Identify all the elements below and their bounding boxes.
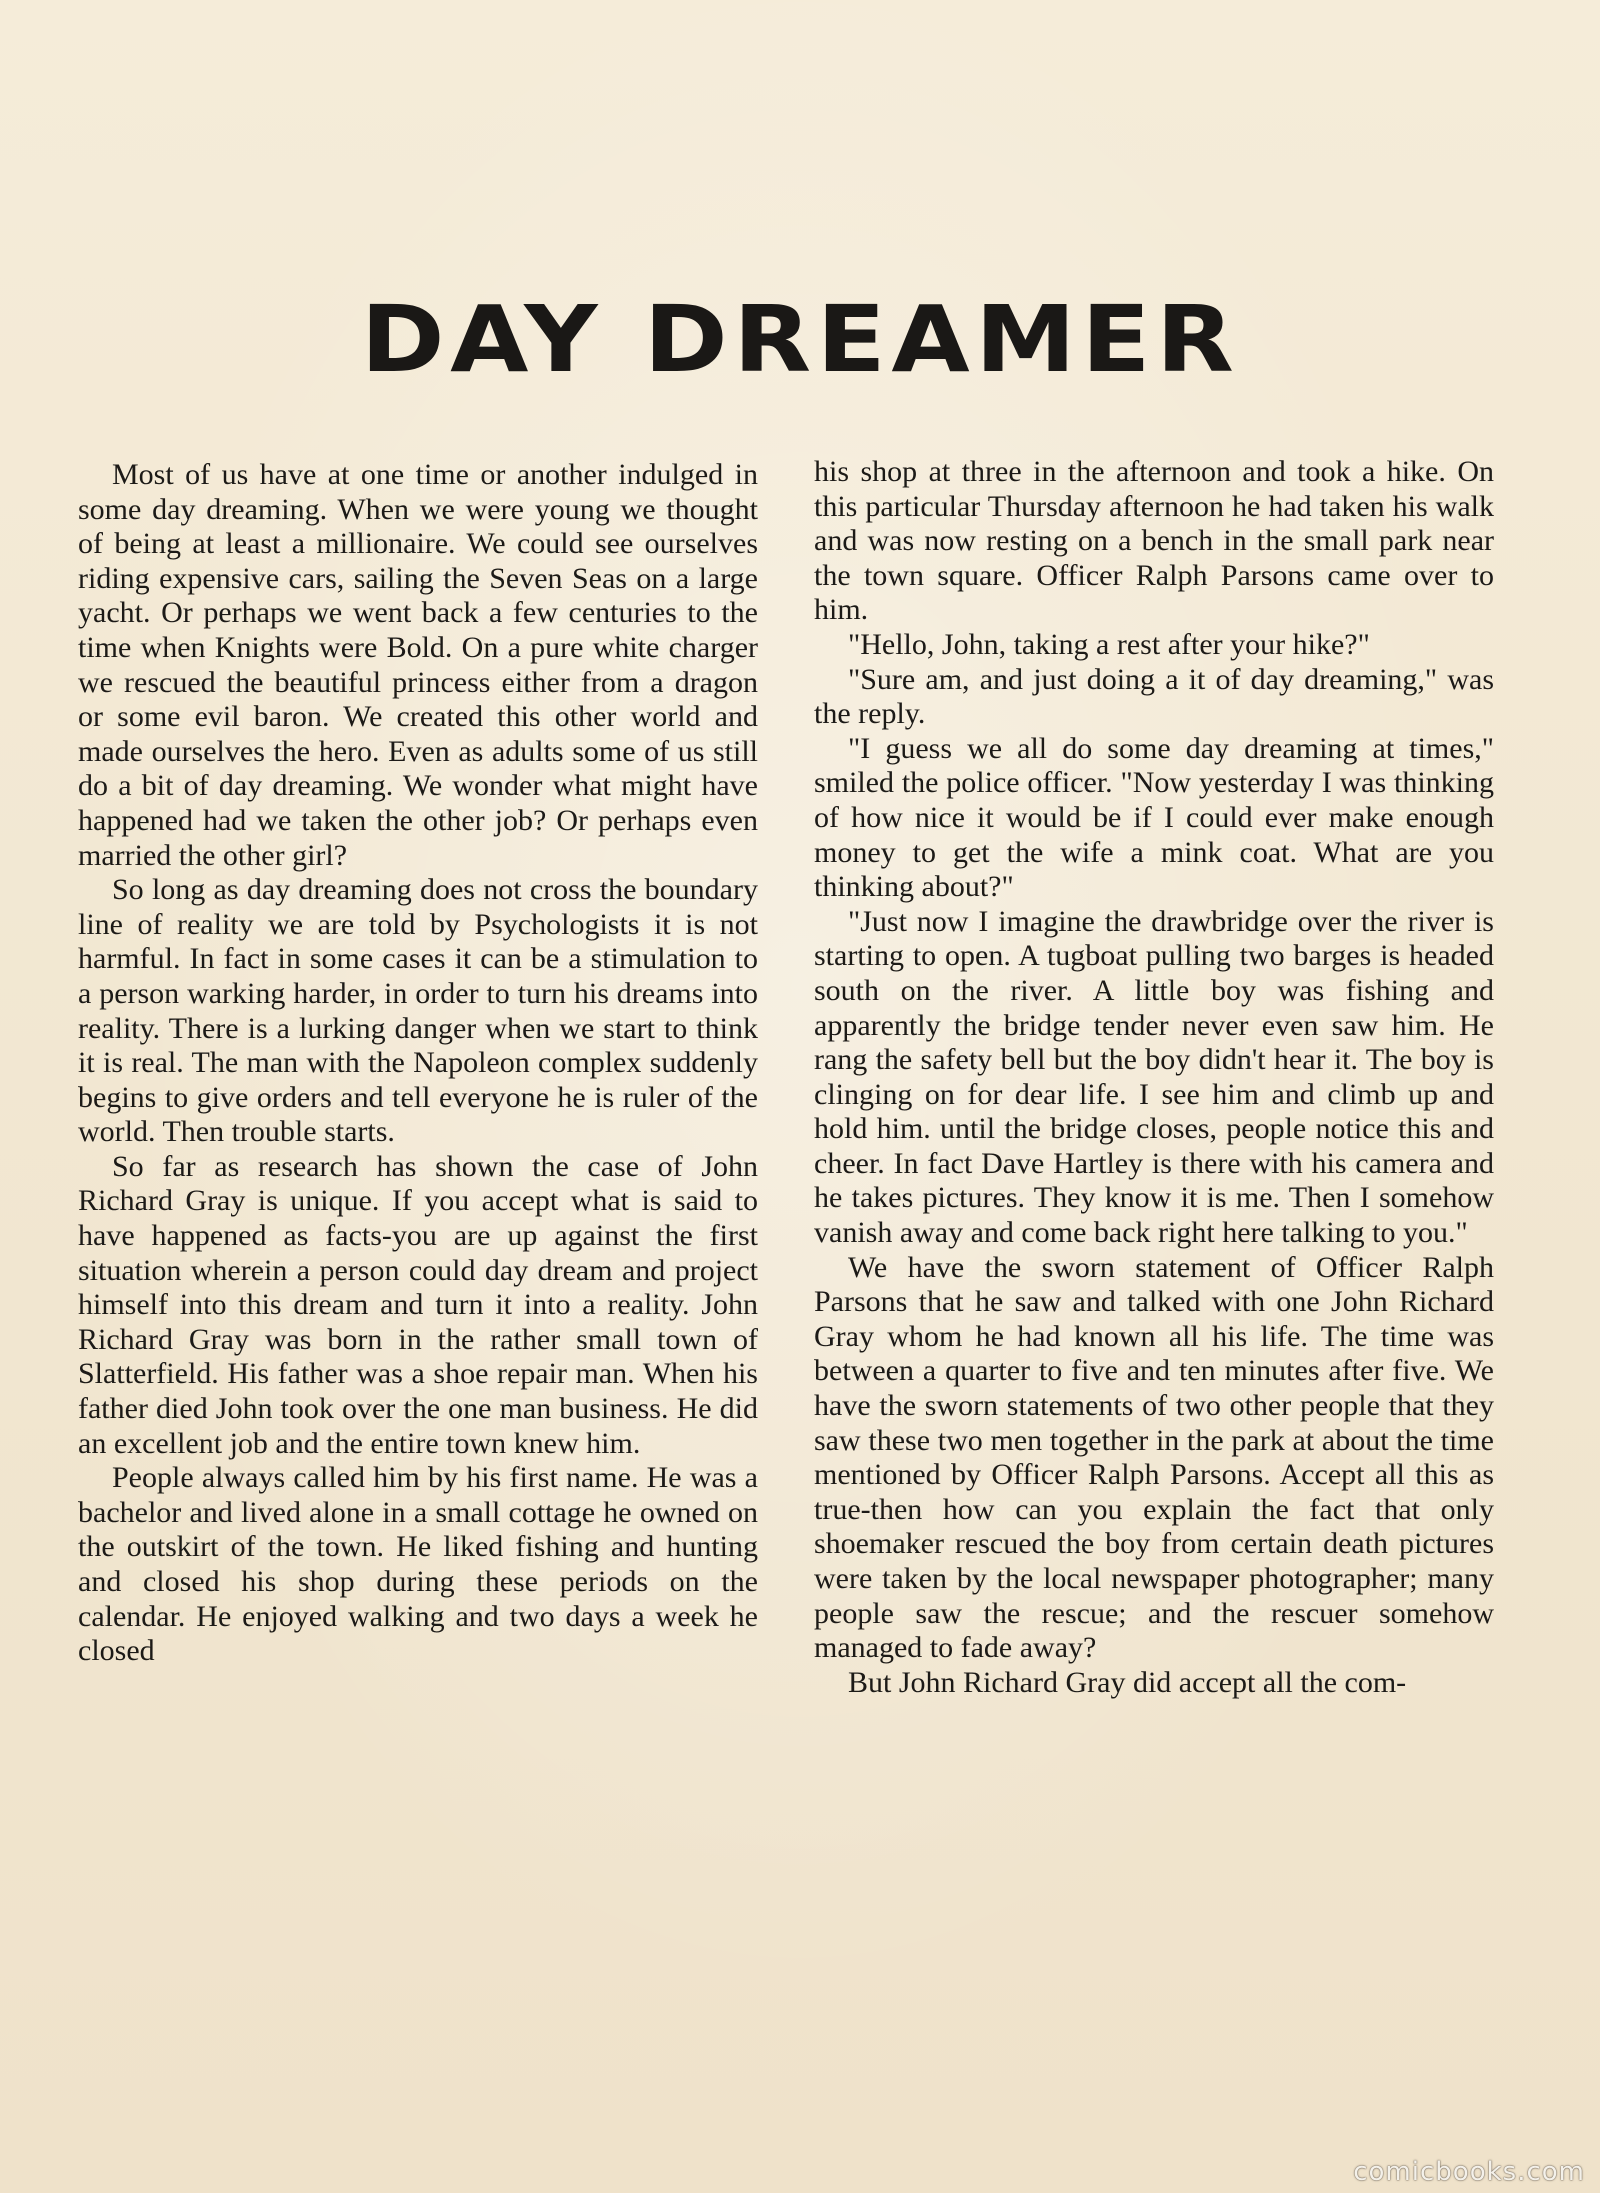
paragraph: his shop at three in the afternoon and took a hike. On this particular Thursday afternoon he had taken his walk and was now resting on a bench in the small park near the town square. Officer Ralph Parsons came over to him. <box>814 455 1494 627</box>
paragraph: We have the sworn statement of Officer Ralph Parsons that he saw and talked with one John Richard Gray whom he had known all his life. The time was between a quarter to five and ten minutes after five. We have the sworn statements of two other people that they saw these two men together in the park at about the time mentioned by Officer Ralph Parsons. Accept all this as true-then how can you explain the fact that only shoemaker rescued the boy from certain death pictures were taken by the local newspaper photographer; many people saw the rescue; and the rescuer somehow managed to fade away? <box>814 1250 1494 1665</box>
paragraph: "Just now I imagine the drawbridge over the river is starting to open. A tugboat pulling two barges is headed south on the river. A little boy was fishing and apparently the bridge tender never even saw him. He rang the safety bell but the boy didn't hear it. The boy is clinging on for dear life. I see him and climb up and hold him. until the bridge closes, people notice this and cheer. In fact Dave Hartley is there with his camera and he takes pictures. They know it is me. Then I somehow vanish away and come back right here talking to you." <box>814 904 1494 1250</box>
left-column <box>78 458 758 1669</box>
article-title: DAY DREAMER <box>360 286 1240 393</box>
paragraph: But John Richard Gray did accept all the com- <box>848 1665 1407 1699</box>
paragraph: People always called him by his first name. He was a bachelor and lived alone in a small cottage he owned on the outskirt of the town. He liked fishing and hunting and closed his shop during these periods on the calendar. He enjoyed walking and two days a week he closed <box>78 1461 758 1668</box>
paragraph: "Sure am, and just doing a it of day dreaming," was the reply. <box>814 662 1494 731</box>
right-column <box>814 455 1494 1700</box>
paragraph: Most of us have at one time or another indulged in some day dreaming. When we were young we thought of being at least a millionaire. We could see ourselves riding expensive cars, sailing the Seven Seas on a large yacht. Or perhaps we went back a few centuries to the time when Knights were Bold. On a pure white charger we rescued the beautiful princess either from a dragon or some evil baron. We created this other world and made ourselves the hero. Even as adults some of us still do a bit of day dreaming. We wonder what might have happened had we taken the other job? Or perhaps even married the other girl? <box>78 458 758 872</box>
paragraph: So long as day dreaming does not cross the boundary line of reality we are told by Psychologists it is not harmful. In fact in some cases it can be a stimulation to a person warking harder, in order to turn his dreams into reality. There is a lurking danger when we start to think it is real. The man with the Napoleon complex suddenly begins to give orders and tell everyone he is ruler of the world. Then trouble starts. <box>78 873 758 1149</box>
paragraph: "Hello, John, taking a rest after your hike?" <box>848 627 1370 661</box>
watermark-text: comicbooks.com <box>1353 2157 1585 2187</box>
paragraph: So far as research has shown the case of John Richard Gray is unique. If you accept what is said to have happened as facts-you are up against the first situation wherein a person could day dream and project himself into this dream and turn it into a reality. John Richard Gray was born in the rather small town of Slatterfield. His father was a shoe repair man. When his father died John took over the one man business. He did an excellent job and the entire town knew him. <box>78 1149 758 1460</box>
paragraph: "I guess we all do some day dreaming at times," smiled the police officer. "Now yesterday I was thinking of how nice it would be if I could ever make enough money to get the wife a mink coat. What are you thinking about?" <box>814 731 1494 904</box>
